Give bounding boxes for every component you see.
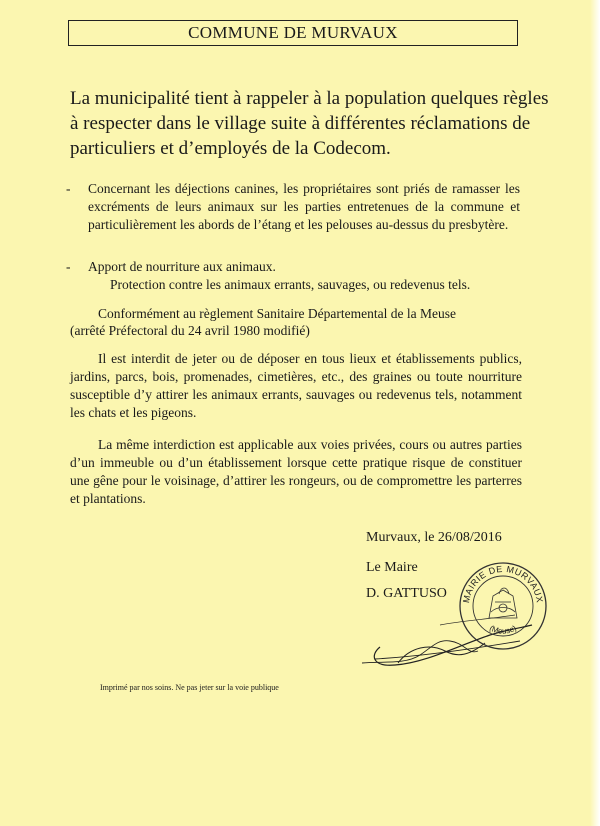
municipal-seal-stamp [455, 556, 551, 652]
signatory-role: Le Maire [366, 560, 418, 575]
place-date: Murvaux, le 26/08/2016 [366, 530, 502, 545]
body-paragraph: La même interdiction est applicable aux voies privées, cours ou autres parties d’un immeuble ou d’un établissement lorsque cette pratique risque de constituer une gêne pour le voisinage, d’attirer les rongeurs, ou de compromettre les parterres et plantations. [70, 437, 522, 506]
list-item-text: Apport de nourriture aux animaux. [88, 259, 276, 274]
body-paragraph: Il est interdit de jeter ou de déposer en tous lieux et établissements publics, jardins, parcs, bois, promenades, cimetières, etc., des graines ou toute nourriture susceptible d’y attirer les animaux errants, sauvages ou redevenus tels, notamment les chats et les pigeons. [70, 351, 522, 420]
page-title: COMMUNE DE MURVAUX [68, 20, 518, 46]
list-item-text: Concernant les déjections canines, les propriétaires sont priés de ramasser les excréments de leurs animaux sur les parties entretenues de la commune et particulièrement les abords de l’étang et les pelouses au-dessus du presbytère. [88, 181, 520, 232]
list-item [66, 180, 520, 234]
stamp-top-text: MAIRIE DE MURVAUX [461, 563, 545, 604]
regulation-reference [70, 305, 530, 339]
intro-paragraph: La municipalité tient à rappeler à la population quelques règles à respecter dans le village suite à différentes réclamations de particuliers et d’employés de la Codecom. [70, 88, 549, 159]
bullet-dash: - [66, 181, 71, 196]
regulation-line-2: (arrêté Préfectoral du 24 avril 1980 modifié) [70, 323, 310, 338]
signatory-name: D. GATTUSO [366, 586, 447, 601]
bullet-dash: - [66, 259, 71, 274]
regulation-line-1: Conformément au règlement Sanitaire Départemental de la Meuse [98, 306, 456, 321]
list-item-subtext: Protection contre les animaux errants, sauvages, ou redevenus tels. [110, 277, 471, 292]
list-item [66, 258, 520, 294]
footer-note: Imprimé par nos soins. Ne pas jeter sur la voie publique [100, 683, 279, 692]
stamp-bottom-text: (Meuse) [488, 623, 518, 636]
